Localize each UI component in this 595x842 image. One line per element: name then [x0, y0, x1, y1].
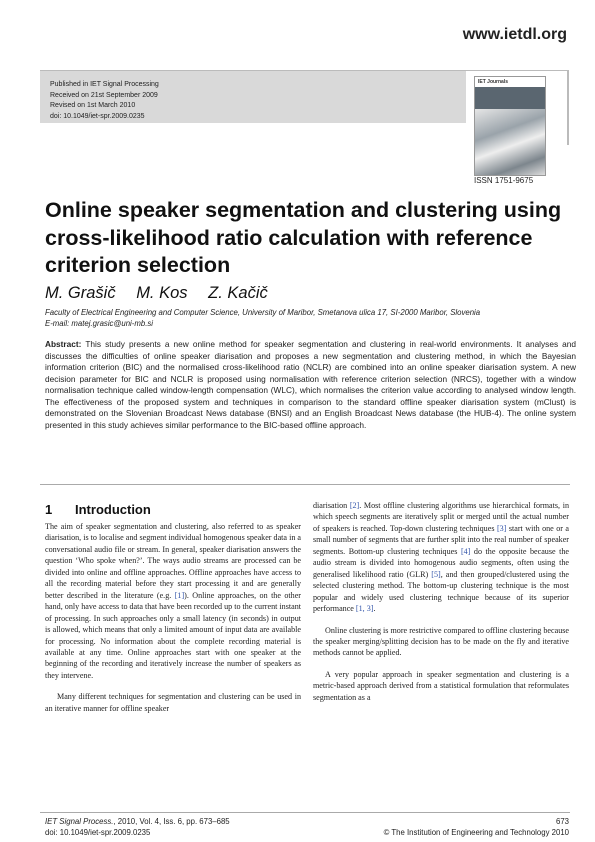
paragraph: Online clustering is more restrictive compared to offline clustering because the speaker merging/splitting decision has to be made on the fly and iterative methods cannot be applied. — [313, 625, 569, 658]
footer-citation — [45, 816, 230, 838]
footer-doi[interactable]: doi: 10.1049/iet-spr.2009.0235 — [45, 828, 151, 837]
footer-right — [384, 816, 569, 838]
abstract-text: This study presents a new online method for speaker segmentation and clustering in real-world environments. It analyses and discusses the difficulties of online speaker diarisation and proposes a new segmentation and clustering method, in which the Bayesian information criterion (BIC) and the normalised cross-likelihood ratio (NCLR) are combined into an online speaker diarisation system. A new decision parameter for BIC and NCLR is proposed using normalisation with reference criterion selection (NRCS), together with a window normalisation technique called window-length compensation (WLC), which normalises the criterion value according to analysed window length. The effectiveness of the proposed system and techniques in comparison to the standard offline speaker diarisation system (mClust) is demonstrated on the Slovenian Broadcast News database (BNSI) and an English Broadcast News database (the HUB-4). The online system presented in this study achieves similar performance to the BIC-based offline approach. — [45, 339, 576, 430]
pub-line: doi: 10.1049/iet-spr.2009.0235 — [50, 112, 145, 120]
abstract-label: Abstract: — [45, 339, 82, 349]
paragraph: A very popular approach in speaker segmentation and clustering is a metric-based approach derived from a statistical formulation that reformulates segmentation as a — [313, 669, 569, 702]
paragraph: The aim of speaker segmentation and clustering, also referred to as speaker diarisation, is to localise and segment individual homogenous speaker data in a conversational audio file or stream. In general, speaker diarisation answers the question ‘Who spoke when?’. The ways audio streams are processed can be divided into online and offline approaches. Offline approaches have access to all the recording material before they start processing it and are generally better described in the literature (e.g. [1]). Online approaches, on the other hand, only have access to data that have been recorded up to the current instant of processing. In such approaches only a small latency (in seconds) in output is allowed, which means that only a limited amount of input data are available for processing. No information about the complete recording material is available at any time. Online approaches start with one speaker at the beginning of the recording and iteratively increase the number of speakers as they intervene. — [45, 522, 301, 680]
section-heading — [45, 502, 151, 517]
affiliation-block — [45, 308, 575, 329]
copyright: © The Institution of Engineering and Technology 2010 — [383, 828, 569, 837]
pub-line: Received on 21st September 2009 — [50, 91, 158, 99]
right-column — [313, 500, 569, 713]
author: M. Grašič — [45, 284, 116, 302]
volume-info: , 2010, Vol. 4, Iss. 6, pp. 673–685 — [113, 817, 230, 826]
issn: ISSN 1751-9675 — [474, 176, 534, 185]
author-list — [45, 284, 284, 303]
journal-cover-image — [474, 76, 546, 176]
section-separator — [40, 484, 570, 485]
citation-link[interactable]: [1, 3] — [355, 604, 374, 614]
email[interactable]: E-mail: matej.grasic@uni-mb.si — [45, 318, 153, 328]
abstract — [45, 339, 576, 431]
citation-link[interactable]: [5] — [431, 569, 441, 579]
author: Z. Kačič — [208, 284, 268, 302]
site-url[interactable]: www.ietdl.org — [462, 26, 567, 43]
pub-line: Revised on 1st March 2010 — [50, 102, 136, 109]
page-number: 673 — [555, 817, 569, 826]
journal-logo: IET Journals — [478, 79, 509, 85]
pub-line: Published in IET Signal Processing — [50, 81, 159, 88]
paragraph: Many different techniques for segmentation and clustering can be used in an iterative manner for offline speaker — [45, 692, 301, 713]
author: M. Kos — [136, 284, 188, 302]
paragraph: diarisation [2]. Most offline clustering algorithms use hierarchical formats, in which speech segments are iteratively split or merged until the actual number of speakers is reached. Top-down clustering techniques [3] start with one or a small number of segments that are further split into the real number of speaker segments. Bottom-up clustering techniques [4] do the opposite because the audio stream is divided into homogenous audio segments, often using the generalised likelihood ratio (GLR) [5], and then grouped/clustered using the selected clustering method. The bottom-up clustering technique is the most popular and widely used clustering technique because of its superior performance [1, 3]. — [313, 501, 570, 614]
article-title: Online speaker segmentation and clustering using cross-likelihood ratio calculation with reference criterion selection — [45, 198, 562, 277]
cover-art — [475, 109, 545, 175]
affiliation: Faculty of Electrical Engineering and Computer Science, University of Maribor, Smetanova ulica 17, SI-2000 Maribor, Slovenia — [45, 308, 481, 317]
journal-name: IET Signal Process. — [45, 817, 114, 826]
publication-info-box — [40, 71, 466, 123]
citation-link[interactable]: [2] — [349, 501, 360, 510]
citation-link[interactable]: [4] — [460, 546, 471, 556]
section-number: 1 — [45, 502, 53, 517]
footer-rule — [40, 812, 570, 813]
header-rule-vertical — [567, 70, 569, 145]
citation-link[interactable]: [3] — [496, 523, 507, 533]
section-title: Introduction — [75, 502, 151, 517]
citation-link[interactable]: [1] — [174, 590, 185, 600]
left-column — [45, 521, 301, 724]
cover-band — [475, 87, 545, 109]
